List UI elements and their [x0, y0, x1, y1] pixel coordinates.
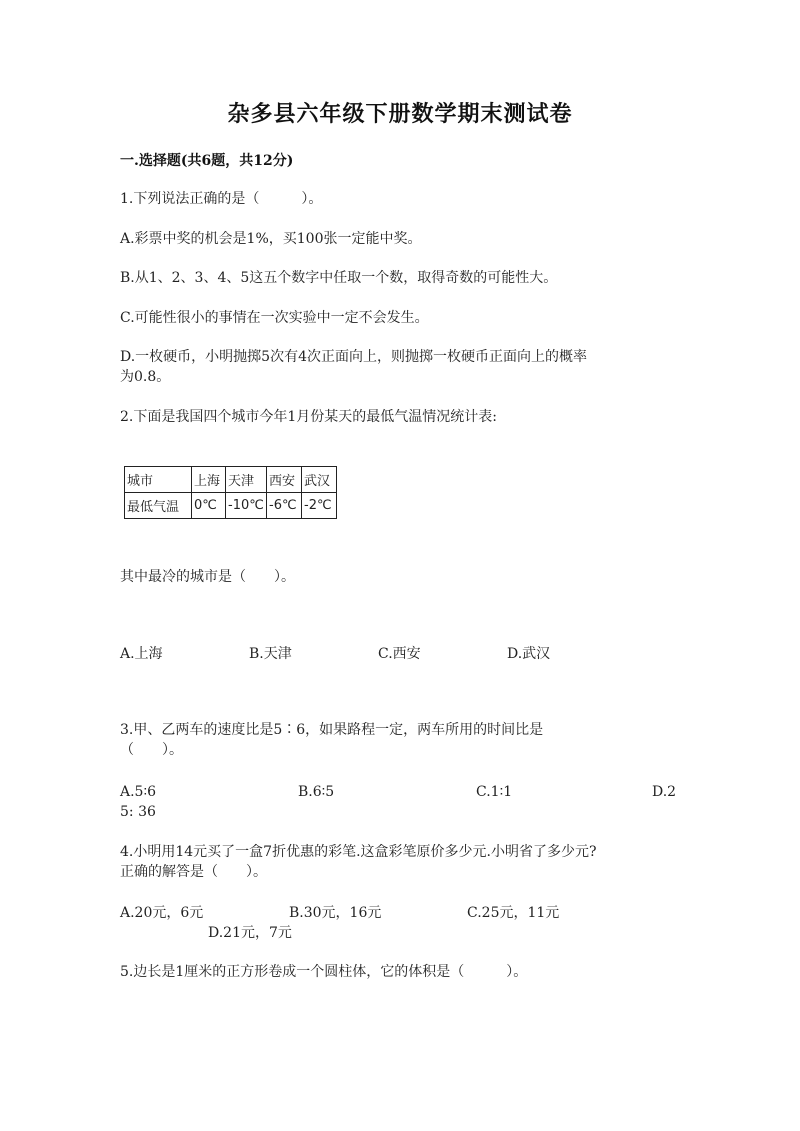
table-cell: -10℃: [226, 493, 267, 519]
table-cell: 城市: [125, 467, 192, 493]
table-cell: 武汉: [302, 467, 337, 493]
q5-stem: 5.边长是1厘米的正方形卷成一个圆柱体，它的体积是（ ）。: [120, 964, 528, 980]
q3-option-c: C.1∶1: [476, 784, 513, 800]
q2-option-a: A.上海: [120, 646, 163, 662]
section-heading: 一.选择题(共6题，共12分): [120, 153, 294, 169]
q2-option-d: D.武汉: [507, 646, 551, 662]
q2-question: 其中最冷的城市是（ ）。: [120, 569, 295, 585]
q4-option-a: A.20元，6元: [120, 905, 204, 921]
q2-stem: 2.下面是我国四个城市今年1月份某天的最低气温情况统计表:: [120, 409, 497, 425]
q4-option-b: B.30元，16元: [289, 905, 382, 921]
q1-option-d-line2: 为0.8。: [120, 369, 171, 385]
table-cell: 西安: [267, 467, 302, 493]
q1-option-a: A.彩票中奖的机会是1%，买100张一定能中奖。: [120, 231, 422, 247]
table-cell: 最低气温: [125, 493, 192, 519]
table-cell: 0℃: [192, 493, 226, 519]
q1-option-d-line1: D.一枚硬币，小明抛掷5次有4次正面向上，则抛掷一枚硬币正面向上的概率: [120, 349, 587, 365]
q1-option-c: C.可能性很小的事情在一次实验中一定不会发生。: [120, 310, 429, 326]
q3-option-d-line1: D.2: [652, 784, 677, 800]
q3-stem-line1: 3.甲、乙两车的速度比是5∶6，如果路程一定，两车所用的时间比是: [120, 722, 544, 738]
q1-stem: 1.下列说法正确的是（ ）。: [120, 191, 323, 207]
table-cell: 天津: [226, 467, 267, 493]
q4-option-d: D.21元，7元: [208, 925, 292, 941]
q2-option-b: B.天津: [249, 646, 292, 662]
q3-option-d-line2: 5: 36: [120, 804, 156, 820]
table-cell: 上海: [192, 467, 226, 493]
q3-option-b: B.6∶5: [298, 784, 335, 800]
table-cell: -2℃: [302, 493, 337, 519]
table-cell: -6℃: [267, 493, 302, 519]
q3-stem-line2: （ ）。: [120, 742, 183, 758]
q3-option-a: A.5∶6: [120, 784, 157, 800]
temperature-table: [124, 466, 337, 519]
table-row: [125, 493, 337, 519]
q4-stem-line2: 正确的解答是（ ）。: [120, 864, 267, 880]
q4-option-c: C.25元，11元: [467, 905, 560, 921]
q4-stem-line1: 4.小明用14元买了一盒7折优惠的彩笔.这盒彩笔原价多少元.小明省了多少元?: [120, 844, 597, 860]
table-row: [125, 467, 337, 493]
q1-option-b: B.从1、2、3、4、5这五个数字中任取一个数，取得奇数的可能性大。: [120, 270, 558, 286]
q2-option-c: C.西安: [378, 646, 421, 662]
page-title: 杂多县六年级下册数学期末测试卷: [227, 101, 573, 127]
